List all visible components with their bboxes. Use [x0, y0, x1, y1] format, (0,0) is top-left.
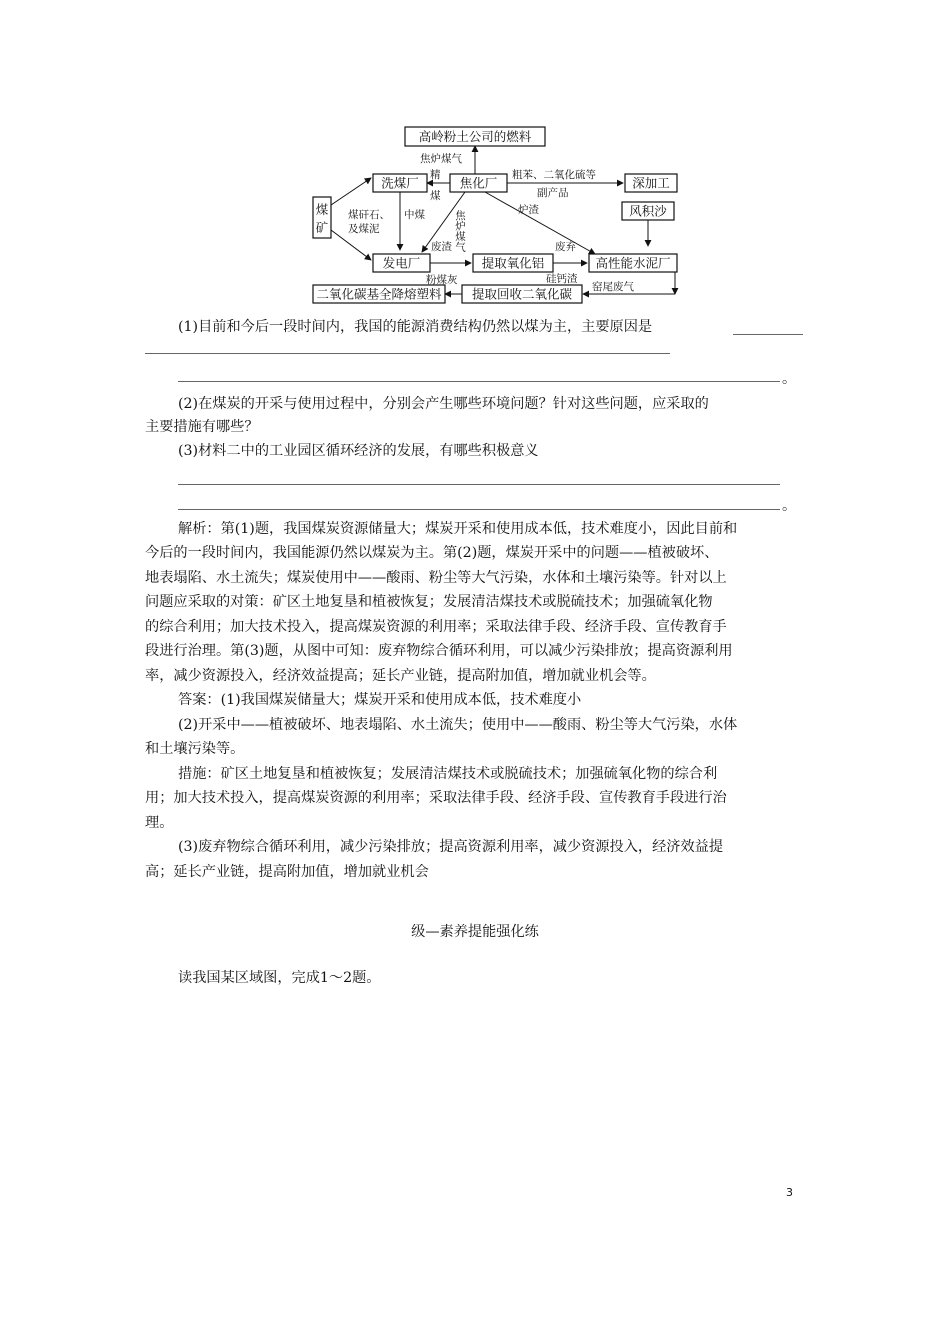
- label-byproduct-1: 粗苯、二氧化硫等: [512, 169, 596, 181]
- node-power-label: 发电厂: [382, 255, 421, 271]
- answer-blank-1c: [178, 381, 780, 382]
- label-jing: 精: [430, 169, 441, 181]
- measures-line-2: 用；加大技术投入，提高煤炭资源的利用率；采取法律手段、经济手段、宣传教育手段进行治: [145, 790, 727, 806]
- end-mark-3: 。: [782, 498, 797, 514]
- node-wind-label: 风积沙: [629, 203, 667, 219]
- label-residue: 废渣: [431, 241, 452, 253]
- measures-line-1: 措施：矿区土地复垦和植被恢复；发展清洁煤技术或脱硫技术；加强硫氧化物的综合利: [178, 766, 718, 782]
- question-2-line-2: 主要措施有哪些？: [145, 419, 259, 435]
- answer-blank-1b: [145, 353, 670, 354]
- node-cement-label: 高性能水泥厂: [595, 255, 671, 271]
- question-1: (1)目前和今后一段时间内，我国的能源消费结构仍然以煤为主，主要原因是: [178, 319, 653, 335]
- node-fuel-label: 高岭粉土公司的燃料: [418, 129, 532, 144]
- label-mei: 煤: [430, 190, 441, 202]
- label-kiln-gas: 窑尾废气: [592, 281, 634, 293]
- analysis-line-4: 问题应采取的对策：矿区土地复垦和植被恢复；发展清洁煤技术或脱硫技术；加强硫氧化物: [145, 594, 713, 610]
- answer-3-line-1: (3)废弃物综合循环利用，减少污染排放；提高资源利用率，减少资源投入，经济效益提: [178, 839, 724, 855]
- node-plastic-label: 二氧化碳基全降熔塑料: [316, 286, 442, 302]
- end-mark-1: 。: [782, 371, 797, 387]
- analysis-line-1: 解析：第(1)题，我国煤炭资源储量大；煤炭开采和使用成本低，技术难度小，因此目前和: [178, 521, 738, 537]
- node-mine-label-2: 矿: [315, 220, 329, 235]
- coal-industry-flow-diagram: [300, 120, 700, 310]
- label-gangue-2: 及煤泥: [348, 223, 380, 235]
- question-3: (3)材料二中的工业园区循环经济的发展，有哪些积极意义: [178, 443, 539, 459]
- arrow-mine-to-wash: [331, 178, 371, 205]
- arrow-slag-to-cement: [485, 192, 595, 254]
- answer-3-line-2: 高；延长产业链，提高附加值，增加就业机会: [145, 864, 429, 880]
- answer-blank-3a: [178, 484, 780, 485]
- analysis-line-2: 今后的一段时间内，我国能源仍然以煤炭为主。第(2)题，煤炭开采中的问题——植被破坏、: [145, 545, 719, 561]
- analysis-line-3: 地表塌陷、水土流失；煤炭使用中——酸雨、粉尘等大气污染，水体和土壤污染等。针对以上: [145, 570, 727, 586]
- node-coke-label: 焦化厂: [459, 175, 498, 191]
- node-mine-label-1: 煤: [315, 202, 329, 217]
- analysis-line-7: 率，减少资源投入，经济效益提高；延长产业链，提高附加值，增加就业机会等。: [145, 668, 656, 684]
- label-byproduct-2: 副产品: [537, 187, 569, 199]
- node-co2-label: 提取回收二氧化碳: [471, 286, 573, 302]
- answer-blank-3b: [178, 509, 780, 510]
- answer-2-line-1: (2)开采中——植被破坏、地表塌陷、水土流失；使用中——酸雨、粉尘等大气污染，水体: [178, 717, 738, 733]
- answer-2-line-2: 和土壤污染等。: [145, 741, 245, 757]
- page-number: 3: [786, 1186, 793, 1199]
- label-coke-gas-vertical: 焦炉煤气: [454, 210, 466, 252]
- label-waste: 废弃: [555, 241, 576, 253]
- node-alumina-label: 提取氧化铝: [481, 255, 545, 271]
- measures-line-3: 理。: [145, 815, 174, 831]
- label-coke-gas: 焦炉煤气: [420, 153, 462, 165]
- analysis-line-5: 的综合利用；加大技术投入，提高煤炭资源的利用率；采取法律手段、经济手段、宣传教育手: [145, 619, 727, 635]
- node-wash-label: 洗煤厂: [381, 175, 419, 191]
- question-prompt: 读我国某区域图，完成1～2题。: [178, 970, 381, 986]
- analysis-line-6: 段进行治理。第(3)题，从图中可知：废弃物综合循环利用，可以减少污染排放；提高资源利用: [145, 643, 733, 659]
- label-slag: 炉渣: [518, 204, 539, 216]
- answer-blank-1a: [733, 334, 803, 335]
- answer-1: 答案：(1)我国煤炭储量大；煤炭开采和使用成本低，技术难度小: [178, 692, 582, 708]
- label-fly-ash: 粉煤灰: [426, 274, 458, 286]
- section-title: 级—素养提能强化练: [411, 924, 539, 940]
- label-middling: 中煤: [404, 209, 425, 221]
- label-silicate-slag: 硅钙渣: [546, 273, 578, 285]
- label-gangue-1: 煤矸石、: [348, 209, 390, 221]
- node-deep-label: 深加工: [632, 175, 670, 191]
- question-2-line-1: (2)在煤炭的开采与使用过程中，分别会产生哪些环境问题？针对这些问题，应采取的: [178, 396, 709, 412]
